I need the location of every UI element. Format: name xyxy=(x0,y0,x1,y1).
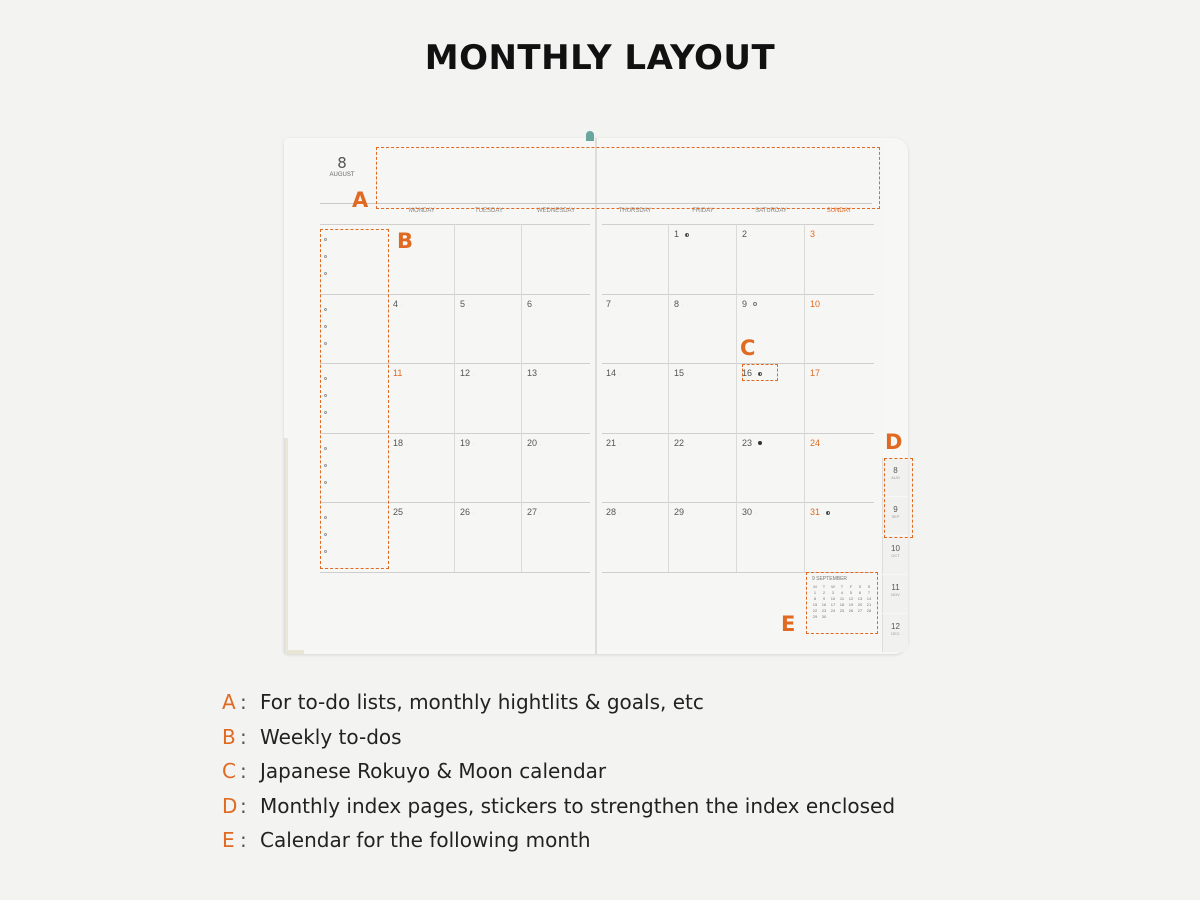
legend-item-c xyxy=(222,759,606,783)
calendar-date: 26 · xyxy=(460,507,475,517)
rokuyo-mark: · xyxy=(406,512,408,516)
rokuyo-mark: · xyxy=(473,373,475,377)
legend-separator: : xyxy=(240,759,247,783)
calendar-date: 27 · xyxy=(527,507,542,517)
tab-month-abbr: DEC xyxy=(891,631,900,636)
month-number: 8 xyxy=(337,154,347,172)
calendar-date: 12 · xyxy=(460,368,475,378)
mini-calendar-row: 15 16 17 18 19 20 21 xyxy=(812,602,872,607)
calendar-date: 22 · xyxy=(674,437,689,448)
calendar-date: 17 · xyxy=(810,368,825,378)
weekday-header: WEDNESDAY xyxy=(536,208,576,214)
calendar-date: 5 · xyxy=(460,298,470,309)
calendar-date: 7 · xyxy=(606,298,616,309)
month-index-tab xyxy=(882,614,908,652)
rokuyo-mark: · xyxy=(540,373,542,377)
rokuyo-mark: · xyxy=(619,373,621,377)
calendar-date: 30 · xyxy=(742,507,757,517)
grid-row-line xyxy=(602,502,874,503)
rokuyo-mark: · xyxy=(682,303,684,308)
legend-item-a xyxy=(222,690,704,714)
mini-calendar-row: M T W T F S S xyxy=(813,584,871,589)
tab-month-number: 9 xyxy=(893,505,898,514)
grid-column-line xyxy=(736,224,737,572)
legend-text: For to-do lists, monthly hightlits & goals, etc xyxy=(260,690,704,714)
tab-month-number: 12 xyxy=(891,622,900,631)
moon-phase-icon xyxy=(758,441,762,445)
calendar-date: 11 · xyxy=(393,368,407,378)
grid-row-line xyxy=(602,363,874,364)
rokuyo-mark: · xyxy=(818,234,820,238)
rokuyo-mark: · xyxy=(755,373,757,377)
calendar-date: 20 · xyxy=(527,437,542,448)
legend-key: B xyxy=(222,725,236,749)
calendar-date: 16 · xyxy=(742,368,762,378)
rokuyo-mark: · xyxy=(750,303,752,308)
rokuyo-mark: · xyxy=(755,442,757,447)
legend-text: Japanese Rokuyo & Moon calendar xyxy=(260,759,607,783)
rokuyo-mark: · xyxy=(755,512,757,516)
moon-phase-icon xyxy=(753,302,757,306)
rokuyo-mark: · xyxy=(687,442,689,447)
callout-label-a: A xyxy=(352,188,369,212)
tab-month-number: 10 xyxy=(891,544,900,553)
rokuyo-mark: · xyxy=(823,512,825,516)
weekday-header: SUNDAY xyxy=(826,208,852,214)
rokuyo-mark: · xyxy=(468,303,470,308)
calendar-date: 31 · xyxy=(810,507,830,517)
mini-calendar-title: 9 SEPTEMBER xyxy=(812,576,848,582)
legend-text: Monthly index pages, stickers to strengthen the index enclosed xyxy=(260,794,896,818)
mini-calendar-row: 29 30 xyxy=(812,614,827,619)
rokuyo-mark: · xyxy=(687,512,689,516)
legend-separator: : xyxy=(240,794,247,818)
moon-phase-icon xyxy=(685,233,689,237)
callout-box-b xyxy=(320,229,389,569)
grid-row-line xyxy=(602,224,874,225)
month-name: AUGUST xyxy=(329,172,355,178)
calendar-date: 9 · xyxy=(742,299,757,309)
rokuyo-mark: · xyxy=(682,234,684,238)
calendar-date: 24 · xyxy=(810,437,825,448)
legend-key: E xyxy=(222,828,235,852)
weekday-header: SATURDAY xyxy=(755,208,787,214)
grid-column-line xyxy=(804,224,805,572)
rokuyo-mark: · xyxy=(619,512,621,516)
rokuyo-mark: · xyxy=(535,303,537,308)
notebook-spine xyxy=(595,138,597,654)
tab-month-number: 8 xyxy=(893,466,898,475)
rokuyo-mark: · xyxy=(823,373,825,377)
rokuyo-mark: · xyxy=(540,512,542,516)
rokuyo-mark: · xyxy=(405,373,407,377)
calendar-date: 25 · xyxy=(393,507,408,517)
mini-calendar-row: 8 9 10 11 12 13 14 xyxy=(813,596,872,601)
legend-text: Weekly to-dos xyxy=(260,725,402,749)
legend-separator: : xyxy=(240,690,247,714)
rokuyo-mark: · xyxy=(406,442,408,447)
rokuyo-mark: · xyxy=(401,303,403,308)
tab-month-abbr: AUG xyxy=(891,475,900,480)
mini-calendar-row: 1 2 3 4 5 6 7 xyxy=(813,590,871,595)
calendar-date: 10 · xyxy=(810,298,825,309)
notebook-photo xyxy=(284,138,908,654)
page-title: MONTHLY LAYOUT xyxy=(424,38,776,78)
grid-row-line xyxy=(602,294,874,295)
month-index-tab xyxy=(882,575,908,613)
grid-column-line xyxy=(668,224,669,572)
legend-item-e xyxy=(222,828,591,852)
legend-key: D xyxy=(222,794,238,818)
weekday-header: FRIDAY xyxy=(692,208,714,214)
rokuyo-mark: · xyxy=(823,303,825,308)
callout-label-b: B xyxy=(397,229,414,253)
calendar-date: 8 · xyxy=(674,298,684,309)
callout-box-e xyxy=(806,572,878,634)
moon-phase-icon xyxy=(826,511,830,515)
legend-item-d xyxy=(222,794,895,818)
rokuyo-mark: · xyxy=(473,512,475,516)
legend-key: A xyxy=(222,690,236,714)
rokuyo-mark: · xyxy=(823,442,825,447)
calendar-date: 13 · xyxy=(527,368,542,378)
calendar-date: 19 · xyxy=(460,437,475,448)
legend-item-b xyxy=(222,725,402,749)
tab-month-abbr: SEP xyxy=(891,514,900,519)
calendar-date: 4 · xyxy=(393,298,403,309)
rokuyo-mark: · xyxy=(614,303,616,308)
legend-key: C xyxy=(222,759,236,783)
calendar-date: 18 · xyxy=(393,437,408,448)
rokuyo-mark: · xyxy=(473,442,475,447)
calendar-date: 3 · xyxy=(810,229,820,239)
calendar-date: 2 · xyxy=(742,229,752,239)
callout-box-d xyxy=(884,458,913,538)
mini-calendar-row: 22 23 24 25 26 27 28 xyxy=(812,608,872,613)
calendar-date: 21 · xyxy=(606,437,621,448)
rokuyo-mark: · xyxy=(619,442,621,447)
tab-month-number: 11 xyxy=(891,583,900,592)
legend-separator: : xyxy=(240,725,247,749)
legend-separator: : xyxy=(240,828,247,852)
tab-month-abbr: OCT xyxy=(891,553,900,558)
calendar-date: 28 · xyxy=(606,507,621,517)
rokuyo-mark: · xyxy=(687,373,689,377)
legend-text: Calendar for the following month xyxy=(260,828,591,852)
calendar-date: 23 · xyxy=(742,438,762,448)
weekday-header: MONDAY xyxy=(409,208,435,214)
calendar-date: 1 · xyxy=(674,229,689,239)
grid-row-line xyxy=(320,572,590,573)
grid-row-line xyxy=(602,433,874,434)
grid-row-line xyxy=(320,224,590,225)
month-index-tab xyxy=(882,536,908,574)
callout-label-d: D xyxy=(885,430,903,454)
weekday-header: TUESDAY xyxy=(475,208,503,214)
callout-box-c xyxy=(742,364,778,381)
callout-box-a xyxy=(376,147,880,209)
grid-column-line xyxy=(521,224,522,572)
callout-label-c: C xyxy=(740,336,756,360)
calendar-date: 15 · xyxy=(674,368,689,378)
rokuyo-mark: · xyxy=(540,442,542,447)
weekday-header: THURSDAY xyxy=(618,208,652,214)
calendar-date: 29 · xyxy=(674,507,689,517)
calendar-date: 6 · xyxy=(527,298,537,309)
bookmark-ribbon xyxy=(586,131,594,141)
tab-month-abbr: NOV xyxy=(891,592,900,597)
rokuyo-mark: · xyxy=(750,234,752,238)
grid-column-line xyxy=(454,224,455,572)
calendar-date: 14 · xyxy=(606,368,621,378)
callout-label-e: E xyxy=(781,612,796,636)
